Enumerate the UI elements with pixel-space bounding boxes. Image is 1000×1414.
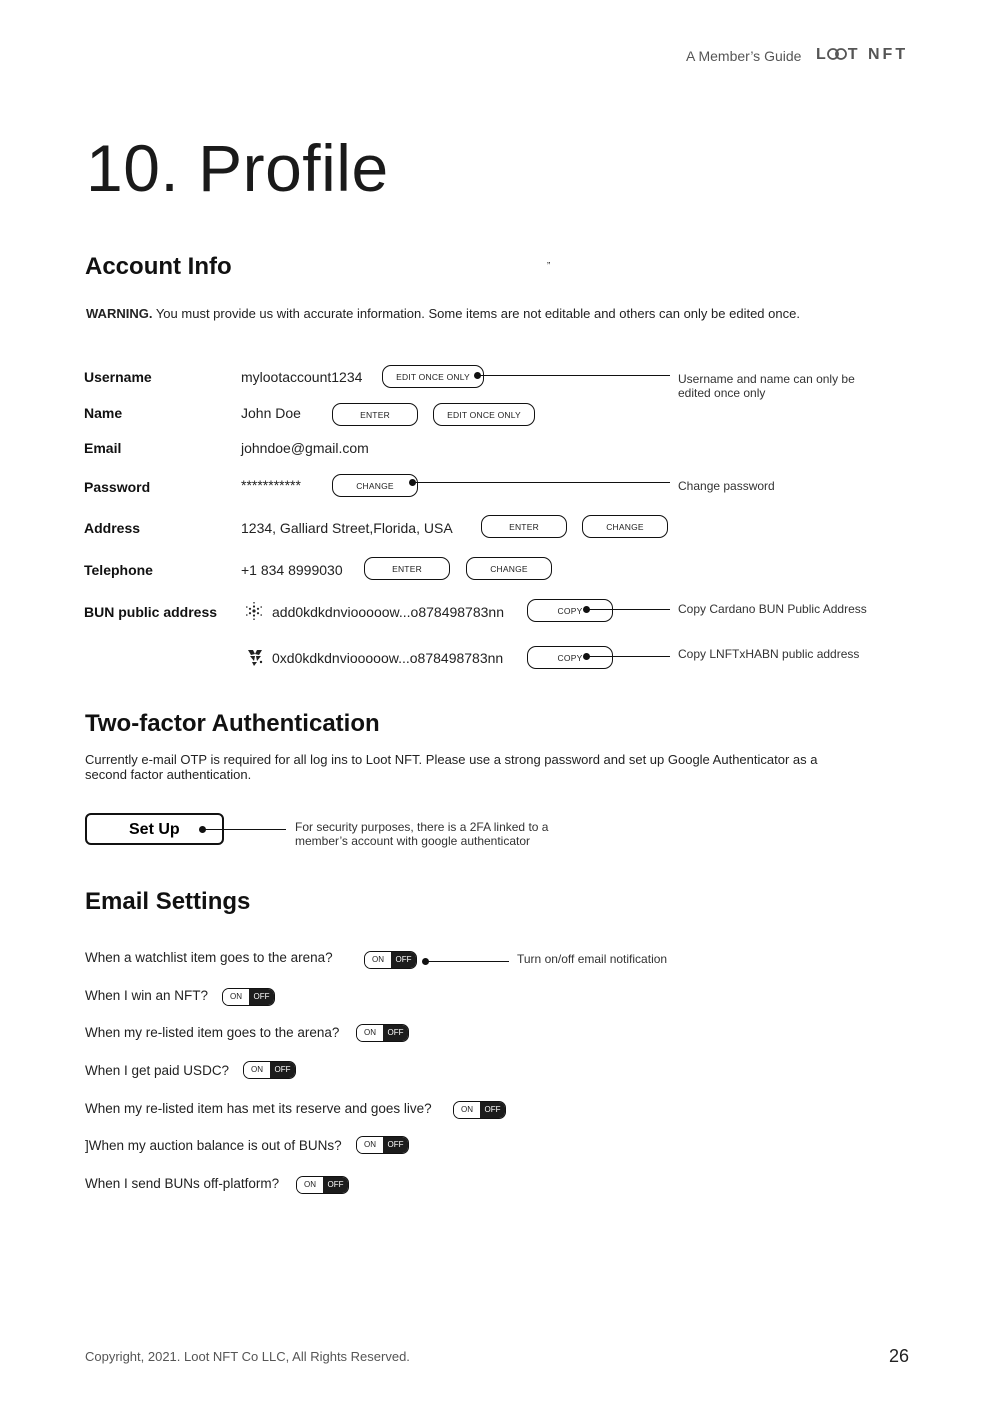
toggle-win-nft[interactable]: ON OFF [222, 988, 275, 1006]
connector-line [427, 961, 509, 962]
telephone-change-button[interactable]: CHANGE [466, 557, 552, 580]
warning-text: WARNING. You must provide us with accurate information. Some items are not editable and others can only be edited once. [86, 306, 800, 321]
logo-rings-icon [826, 48, 848, 60]
loot-nft-logo: L T NFT [816, 46, 909, 63]
bun-address-label: BUN public address [84, 604, 218, 620]
setting-question-relisted-arena: When my re-listed item goes to the arena? [85, 1025, 340, 1040]
habn-copy-note: Copy LNFTxHABN public address [678, 647, 860, 661]
footer-copyright: Copyright, 2021. Loot NFT Co LLC, All Rights Reserved. [85, 1349, 410, 1364]
toggle-balance-out[interactable]: ON OFF [356, 1136, 409, 1154]
cardano-icon [244, 601, 264, 621]
username-value: mylootaccount1234 [241, 369, 363, 385]
two-factor-text: Currently e-mail OTP is required for all log ins to Loot NFT. Please use a strong password and set up Google Authenticator as a second factor authentication. [85, 752, 818, 782]
address-change-button[interactable]: CHANGE [582, 515, 668, 538]
telephone-enter-button[interactable]: ENTER [364, 557, 450, 580]
email-settings-heading: Email Settings [85, 888, 251, 915]
copy-cardano-button[interactable]: COPY [527, 599, 613, 622]
telephone-value: +1 834 8999030 [241, 562, 343, 578]
account-info-heading: Account Info [85, 253, 232, 280]
address-enter-button[interactable]: ENTER [481, 515, 567, 538]
connector-line [479, 375, 670, 376]
cardano-copy-note: Copy Cardano BUN Public Address [678, 602, 867, 616]
connector-line [588, 609, 670, 610]
two-factor-heading: Two-factor Authentication [85, 710, 380, 737]
password-change-button[interactable]: CHANGE [332, 474, 418, 497]
username-label: Username [84, 369, 152, 385]
toggle-relisted-arena[interactable]: ON OFF [356, 1024, 409, 1042]
habn-address-value: 0xd0kdkdnviooooow...o878498783nn [272, 650, 504, 666]
username-note: Username and name can only be edited once only [678, 372, 855, 400]
toggle-reserve-met[interactable]: ON OFF [453, 1101, 506, 1119]
address-value: 1234, Galliard Street,Florida, USA [241, 520, 453, 536]
setting-question-win-nft: When I win an NFT? [85, 988, 209, 1003]
password-value: *********** [241, 477, 301, 493]
email-label: Email [84, 440, 122, 456]
address-label: Address [84, 520, 141, 536]
telephone-label: Telephone [84, 562, 153, 578]
password-note: Change password [678, 479, 775, 493]
setting-question-reserve-met: When my re-listed item has met its reserve and goes live? [85, 1101, 432, 1116]
header-guide-text: A Member’s Guide [686, 48, 802, 64]
connector-line [414, 482, 670, 483]
setting-question-watchlist: When a watchlist item goes to the arena? [85, 950, 333, 965]
stray-mark: ” [547, 261, 551, 272]
setting-question-balance-out: ]When my auction balance is out of BUNs? [85, 1138, 342, 1153]
connector-line [588, 656, 670, 657]
email-value: johndoe@gmail.com [241, 440, 369, 456]
toggle-send-buns[interactable]: ON OFF [296, 1176, 349, 1194]
toggle-watchlist[interactable]: ON OFF [364, 951, 417, 969]
habn-icon [245, 648, 265, 668]
password-label: Password [84, 479, 151, 495]
two-factor-note: For security purposes, there is a 2FA linked to a member’s account with google authenticator [295, 820, 549, 848]
connector-line [204, 829, 286, 830]
name-enter-button[interactable]: ENTER [332, 403, 418, 426]
name-label: Name [84, 405, 123, 421]
cardano-address-value: add0kdkdnviooooow...o878498783nn [272, 604, 504, 620]
username-edit-once-button[interactable]: EDIT ONCE ONLY [382, 365, 484, 388]
setting-question-paid-usdc: When I get paid USDC? [85, 1063, 230, 1078]
page-title: 10. Profile [86, 131, 389, 205]
setting-question-send-buns: When I send BUNs off-platform? [85, 1176, 280, 1191]
name-value: John Doe [241, 405, 301, 421]
name-edit-once-button[interactable]: EDIT ONCE ONLY [433, 403, 535, 426]
setup-button[interactable]: Set Up [85, 813, 224, 845]
email-toggle-note: Turn on/off email notification [517, 952, 668, 966]
copy-habn-button[interactable]: COPY [527, 646, 613, 669]
page-number: 26 [889, 1346, 910, 1366]
toggle-paid-usdc[interactable]: ON OFF [243, 1061, 296, 1079]
